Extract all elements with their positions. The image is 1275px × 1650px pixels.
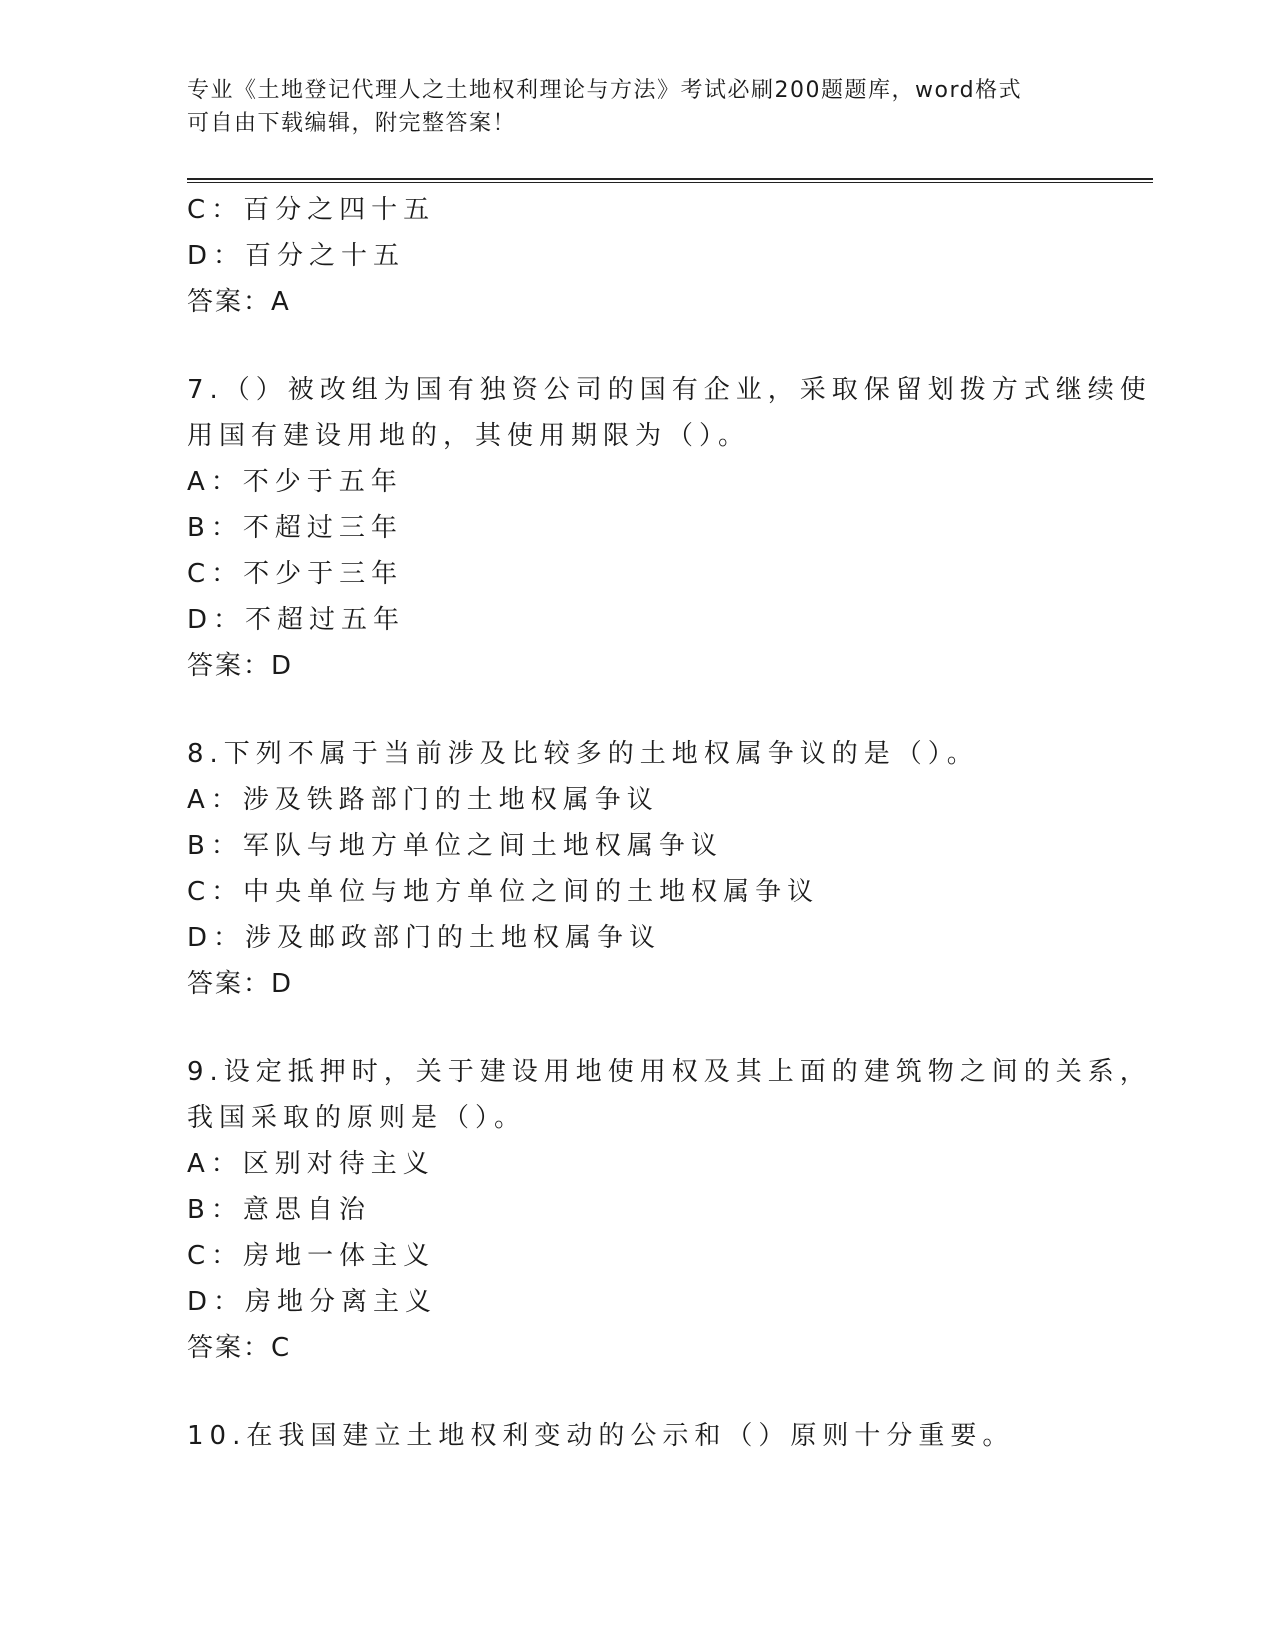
header-divider (187, 178, 1153, 183)
spacer (187, 1007, 1147, 1049)
header-title-line-2: 可自由下载编辑，附完整答案！ (187, 111, 517, 136)
document-page (187, 0, 1157, 1650)
option-b: B：军队与地方单位之间土地权属争议 (187, 831, 723, 861)
question-7 (187, 367, 1152, 689)
option-a: A：区别对待主义 (187, 1149, 435, 1179)
option-b: B：意思自治 (187, 1195, 371, 1225)
option-b: B：不超过三年 (187, 513, 403, 543)
question-text-line-2: 我国采取的原则是（）。 (187, 1103, 527, 1133)
answer: 答案：D (187, 651, 294, 681)
option-c: C：房地一体主义 (187, 1241, 436, 1271)
option-c: C：百分之四十五 (187, 195, 436, 225)
option-d: D：不超过五年 (187, 605, 406, 635)
answer: 答案：A (187, 287, 291, 317)
option-c: C：不少于三年 (187, 559, 404, 589)
option-d: D：房地分离主义 (187, 1287, 438, 1317)
option-c: C：中央单位与地方单位之间的土地权属争议 (187, 877, 820, 907)
spacer (187, 325, 1147, 367)
option-d: D：涉及邮政部门的土地权属争议 (187, 923, 662, 953)
question-text-line-2: 用国有建设用地的，其使用期限为（）。 (187, 421, 751, 451)
answer: 答案：D (187, 969, 294, 999)
answer: 答案：C (187, 1333, 292, 1363)
question-text-line-1: 8.下列不属于当前涉及比较多的土地权属争议的是（）。 (187, 739, 979, 769)
question-6-tail (187, 187, 1147, 325)
document-header (187, 74, 1067, 140)
spacer (187, 689, 1147, 731)
question-9 (187, 1049, 1152, 1371)
question-8 (187, 731, 1147, 1007)
question-text-line-1: 10.在我国建立土地权利变动的公示和（）原则十分重要。 (187, 1421, 1015, 1451)
question-text-line-1: 9.设定抵押时，关于建设用地使用权及其上面的建筑物之间的关系， (187, 1057, 1152, 1087)
option-d: D：百分之十五 (187, 241, 406, 271)
question-10 (187, 1413, 1147, 1459)
question-text-line-1: 7.（）被改组为国有独资公司的国有企业，采取保留划拨方式继续使 (187, 375, 1152, 405)
spacer (187, 1371, 1147, 1413)
question-list (187, 187, 1152, 1459)
option-a: A：涉及铁路部门的土地权属争议 (187, 785, 659, 815)
header-title-line-1: 专业《土地登记代理人之土地权利理论与方法》考试必刷200题题库，word格式 (187, 78, 1023, 103)
option-a: A：不少于五年 (187, 467, 403, 497)
